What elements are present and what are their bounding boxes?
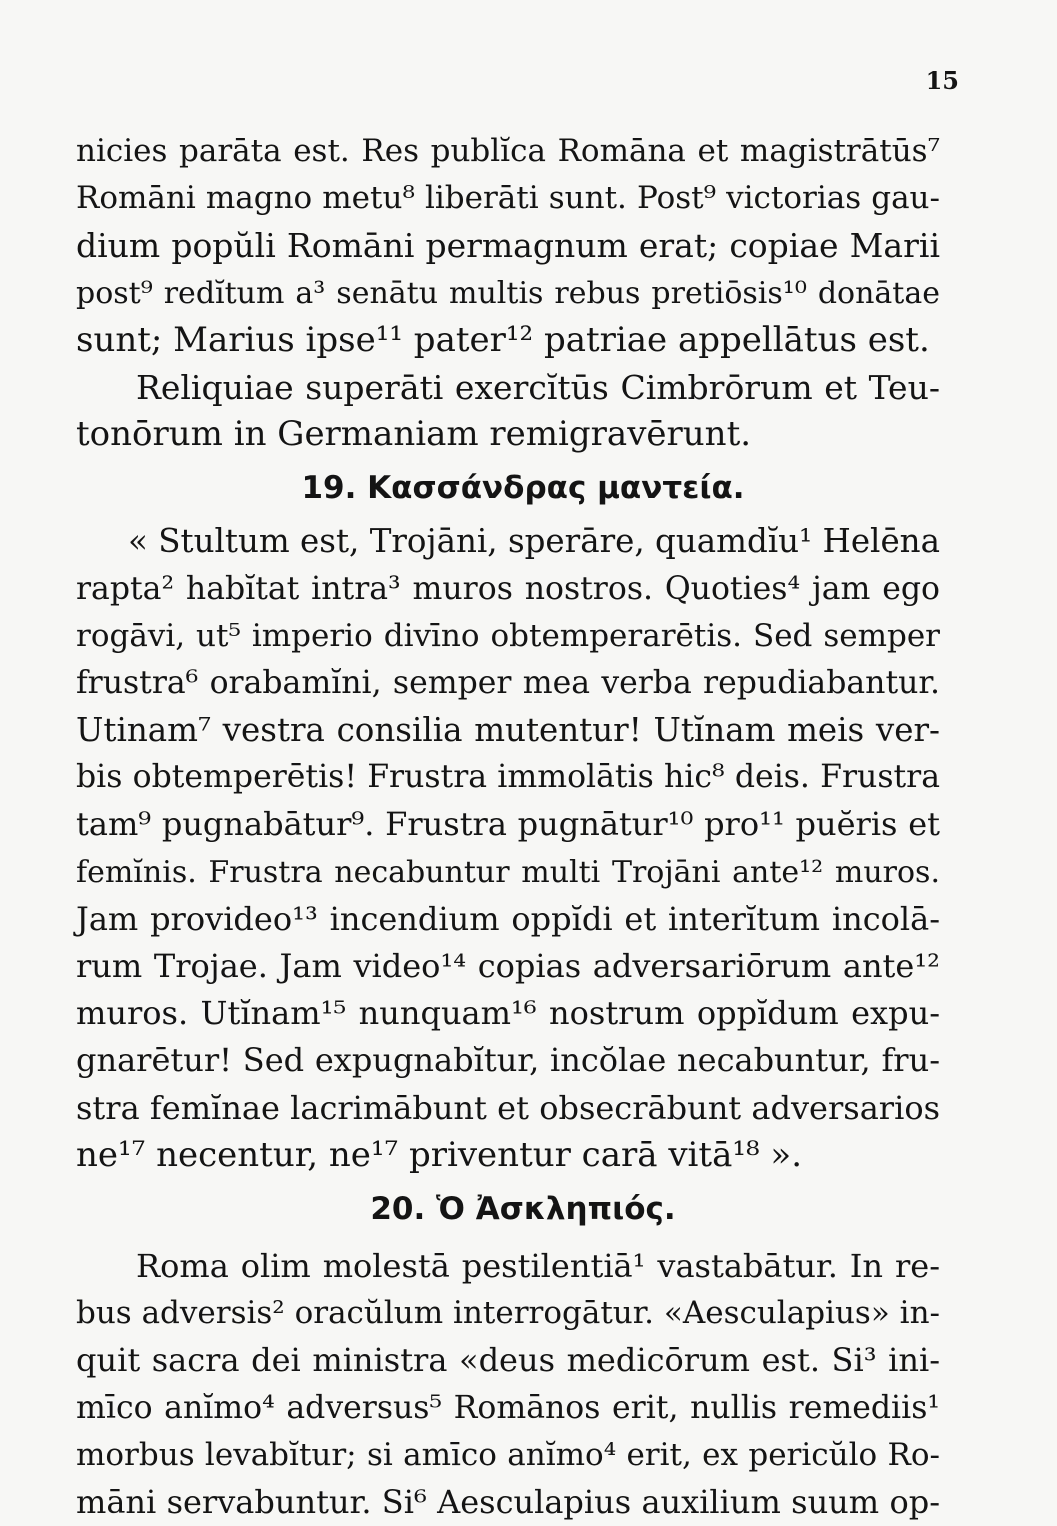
text-line: rum Trojae. Jam video¹⁴ copias adversariōrum ante¹²: [76, 947, 940, 985]
text-line: māni servabuntur. Si⁶ Aesculapius auxilium suum op-: [76, 1482, 940, 1521]
text-line: morbus levabĭtur; si amīco anĭmo⁴ erit, ex pericŭlo Ro-: [76, 1436, 940, 1473]
text-line: tam⁹ pugnabātur⁹. Frustra pugnātur¹⁰ pro¹¹ puĕris et: [76, 805, 940, 844]
text-line: Jam provideo¹³ incendium oppĭdi et interĭtum incolā-: [76, 899, 940, 938]
text-line: Utinam⁷ vestra consilia mutentur! Utĭnam meis ver-: [76, 711, 940, 750]
text-line: stra femĭnae lacrimābunt et obsecrābunt adversarios: [76, 1088, 940, 1127]
section-heading-19: 19. Κασσάνδρας μαντεία.: [301, 470, 745, 507]
section-heading-20: 20. Ὁ Ἀσκληπιός.: [370, 1190, 676, 1227]
text-line: ne¹⁷ necentur, ne¹⁷ priventur carā vitā¹⁸ ».: [76, 1134, 803, 1175]
text-line: nicies parāta est. Res publĭca Romāna et magistrātūs⁷: [76, 133, 940, 169]
text-line: bis obtemperētis! Frustra immolātis hic⁸ deis. Frustra: [76, 759, 940, 796]
text-line: quit sacra dei ministra «deus medicōrum est. Si³ ini-: [76, 1341, 940, 1380]
text-line: tonōrum in Germaniam remigravērunt.: [76, 414, 752, 455]
text-line: mīco anĭmo⁴ adversus⁵ Romānos erit, nullis remediis¹: [76, 1389, 940, 1426]
text-line: dium popŭli Romāni permagnum erat; copiae Marii: [76, 226, 940, 266]
text-line: post⁹ redĭtum a³ senātu multis rebus pretiōsis¹⁰ donātae: [76, 275, 940, 311]
text-line: rogāvi, ut⁵ imperio divīno obtemperarētis. Sed semper: [76, 617, 940, 654]
page-text: [76, 128, 940, 1526]
text-line: Romāni magno metu⁸ liberāti sunt. Post⁹ victorias gau-: [76, 180, 940, 217]
text-line: rapta² habĭtat intra³ muros nostros. Quoties⁴ jam ego: [76, 570, 940, 607]
text-line: « Stultum est, Trojāni, sperāre, quamdĭu¹ Helēna: [128, 522, 940, 561]
text-line: Roma olim molestā pestilentiā¹ vastabātur. In re-: [136, 1246, 940, 1285]
text-line: Reliquiae superāti exercĭtūs Cimbrōrum et Teu-: [136, 367, 940, 407]
text-line: frustra⁶ orabamĭni, semper mea verba repudiabantur.: [76, 664, 940, 701]
page-number: 15: [925, 66, 959, 95]
text-line: sunt; Marius ipse¹¹ pater¹² patriae appellātus est.: [76, 319, 930, 360]
text-line: femĭnis. Frustra necabuntur multi Trojāni ante¹² muros.: [76, 854, 940, 890]
text-line: bus adversis² oracŭlum interrogātur. «Aesculapius» in-: [76, 1295, 941, 1332]
text-line: gnarētur! Sed expugnabĭtur, incŏlae necabuntur, fru-: [76, 1041, 940, 1080]
text-line: muros. Utĭnam¹⁵ nunquam¹⁶ nostrum oppĭdum expu-: [76, 994, 940, 1033]
